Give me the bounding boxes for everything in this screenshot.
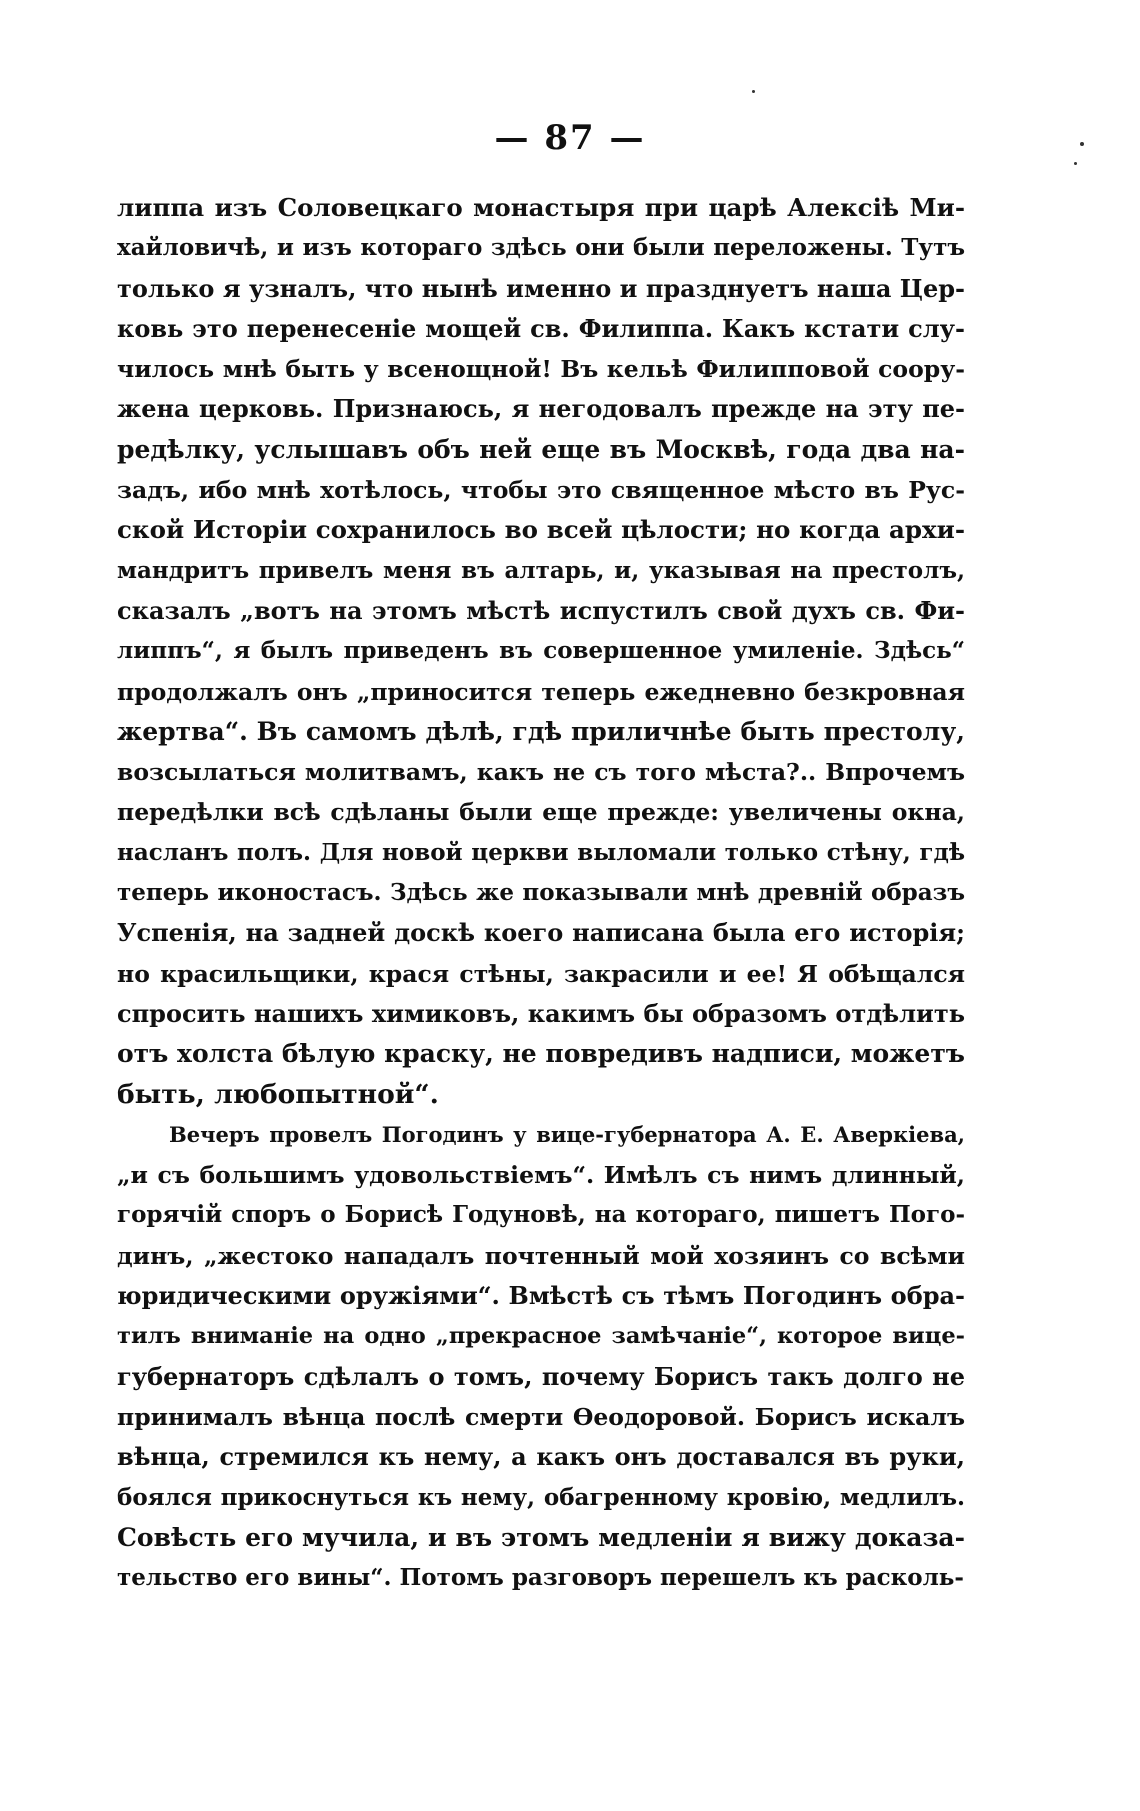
paragraph — [117, 1115, 965, 1599]
text-line: тилъ вниманіе на одно „прекрасное замѣчаніе“, которое вице- — [117, 1323, 965, 1350]
text-line: „и съ большимъ удовольствіемъ“. Имѣлъ съ нимъ длинный, — [117, 1161, 965, 1190]
page-number: — 87 — — [494, 118, 646, 158]
scan-speck — [752, 90, 755, 93]
text-line: боялся прикоснуться къ нему, обагренному кровію, медлилъ. — [117, 1483, 965, 1511]
text-line: но красильщики, крася стѣны, закрасили и ее! Я обѣщался — [117, 959, 965, 988]
scan-speck — [1080, 142, 1084, 146]
text-line: продолжалъ онъ „приносится теперь ежедневно безкровная — [117, 677, 965, 706]
text-line: динъ, „жестоко нападалъ почтенный мой хозяинъ со всѣми — [117, 1241, 965, 1270]
text-line: жена церковь. Признаюсь, я негодовалъ прежде на эту пе- — [117, 394, 965, 424]
text-line: ковь это перенесеніе мощей св. Филиппа. Какъ кстати слу- — [117, 313, 965, 343]
text-line: теперь иконостасъ. Здѣсь же показывали мнѣ древній образъ — [117, 879, 965, 907]
text-line: юридическими оружіями“. Вмѣстѣ съ тѣмъ Погодинъ обра- — [117, 1281, 965, 1311]
text-line: быть, любопытной“. — [117, 1078, 439, 1110]
text-line: Успенія, на задней доскѣ коего написана была его исторія; — [117, 918, 965, 948]
text-line: редѣлку, услышавъ объ ней еще въ Москвѣ, года два на- — [117, 434, 965, 464]
text-line: возсылаться молитвамъ, какъ не съ того мѣста?.. Впрочемъ — [117, 758, 965, 787]
text-line: Совѣсть его мучила, и въ этомъ медленіи я вижу доказа- — [117, 1522, 965, 1552]
text-line: принималъ вѣнца послѣ смерти Ѳеодоровой. Борисъ искалъ — [117, 1402, 965, 1431]
text-line: тельство его вины“. Потомъ разговоръ перешелъ къ расколь- — [117, 1564, 964, 1592]
text-line: липпъ“, я былъ приведенъ въ совершенное умиленіе. Здѣсь“ — [117, 637, 965, 665]
text-line: мандритъ привелъ меня въ алтарь, и, указывая на престолъ, — [117, 556, 965, 584]
scan-speck — [1074, 162, 1077, 165]
text-line: губернаторъ сдѣлалъ о томъ, почему Борисъ такъ долго не — [117, 1361, 965, 1391]
text-line: горячій споръ о Борисѣ Годуновѣ, на котораго, пишетъ Пого- — [117, 1201, 965, 1229]
text-line: только я узналъ, что нынѣ именно и празднуетъ наша Цер- — [117, 273, 965, 303]
text-line: насланъ полъ. Для новой церкви выломали только стѣну, гдѣ — [117, 838, 965, 866]
text-line: ской Исторіи сохранилось во всей цѣлости; но когда архи- — [117, 515, 965, 545]
text-line: передѣлки всѣ сдѣланы были еще прежде: увеличены окна, — [117, 798, 965, 827]
text-line: Вечеръ провелъ Погодинъ у вице-губернатора А. Е. Аверкіева, — [169, 1121, 965, 1147]
page-text — [117, 188, 965, 1598]
text-line: чилось мнѣ быть у всенощной! Въ кельѣ Филипповой соору- — [117, 355, 965, 384]
text-line: отъ холста бѣлую краску, не повредивъ надписи, можетъ — [117, 1039, 965, 1069]
text-line: вѣнца, стремился къ нему, а какъ онъ доставался въ руки, — [117, 1442, 965, 1472]
text-line: жертва“. Въ самомъ дѣлѣ, гдѣ приличнѣе быть престолу, — [117, 716, 965, 746]
text-line: спросить нашихъ химиковъ, какимъ бы образомъ отдѣлить — [117, 998, 965, 1028]
text-line: задъ, ибо мнѣ хотѣлось, чтобы это священное мѣсто въ Рус- — [117, 476, 965, 505]
text-line: липпа изъ Соловецкаго монастыря при царѣ Алексіѣ Ми- — [117, 193, 965, 222]
text-line: сказалъ „вотъ на этомъ мѣстѣ испустилъ свой духъ св. Фи- — [117, 595, 965, 625]
paragraph — [117, 188, 965, 1115]
text-line: хайловичѣ, и изъ котораго здѣсь они были переложены. Тутъ — [117, 234, 965, 262]
